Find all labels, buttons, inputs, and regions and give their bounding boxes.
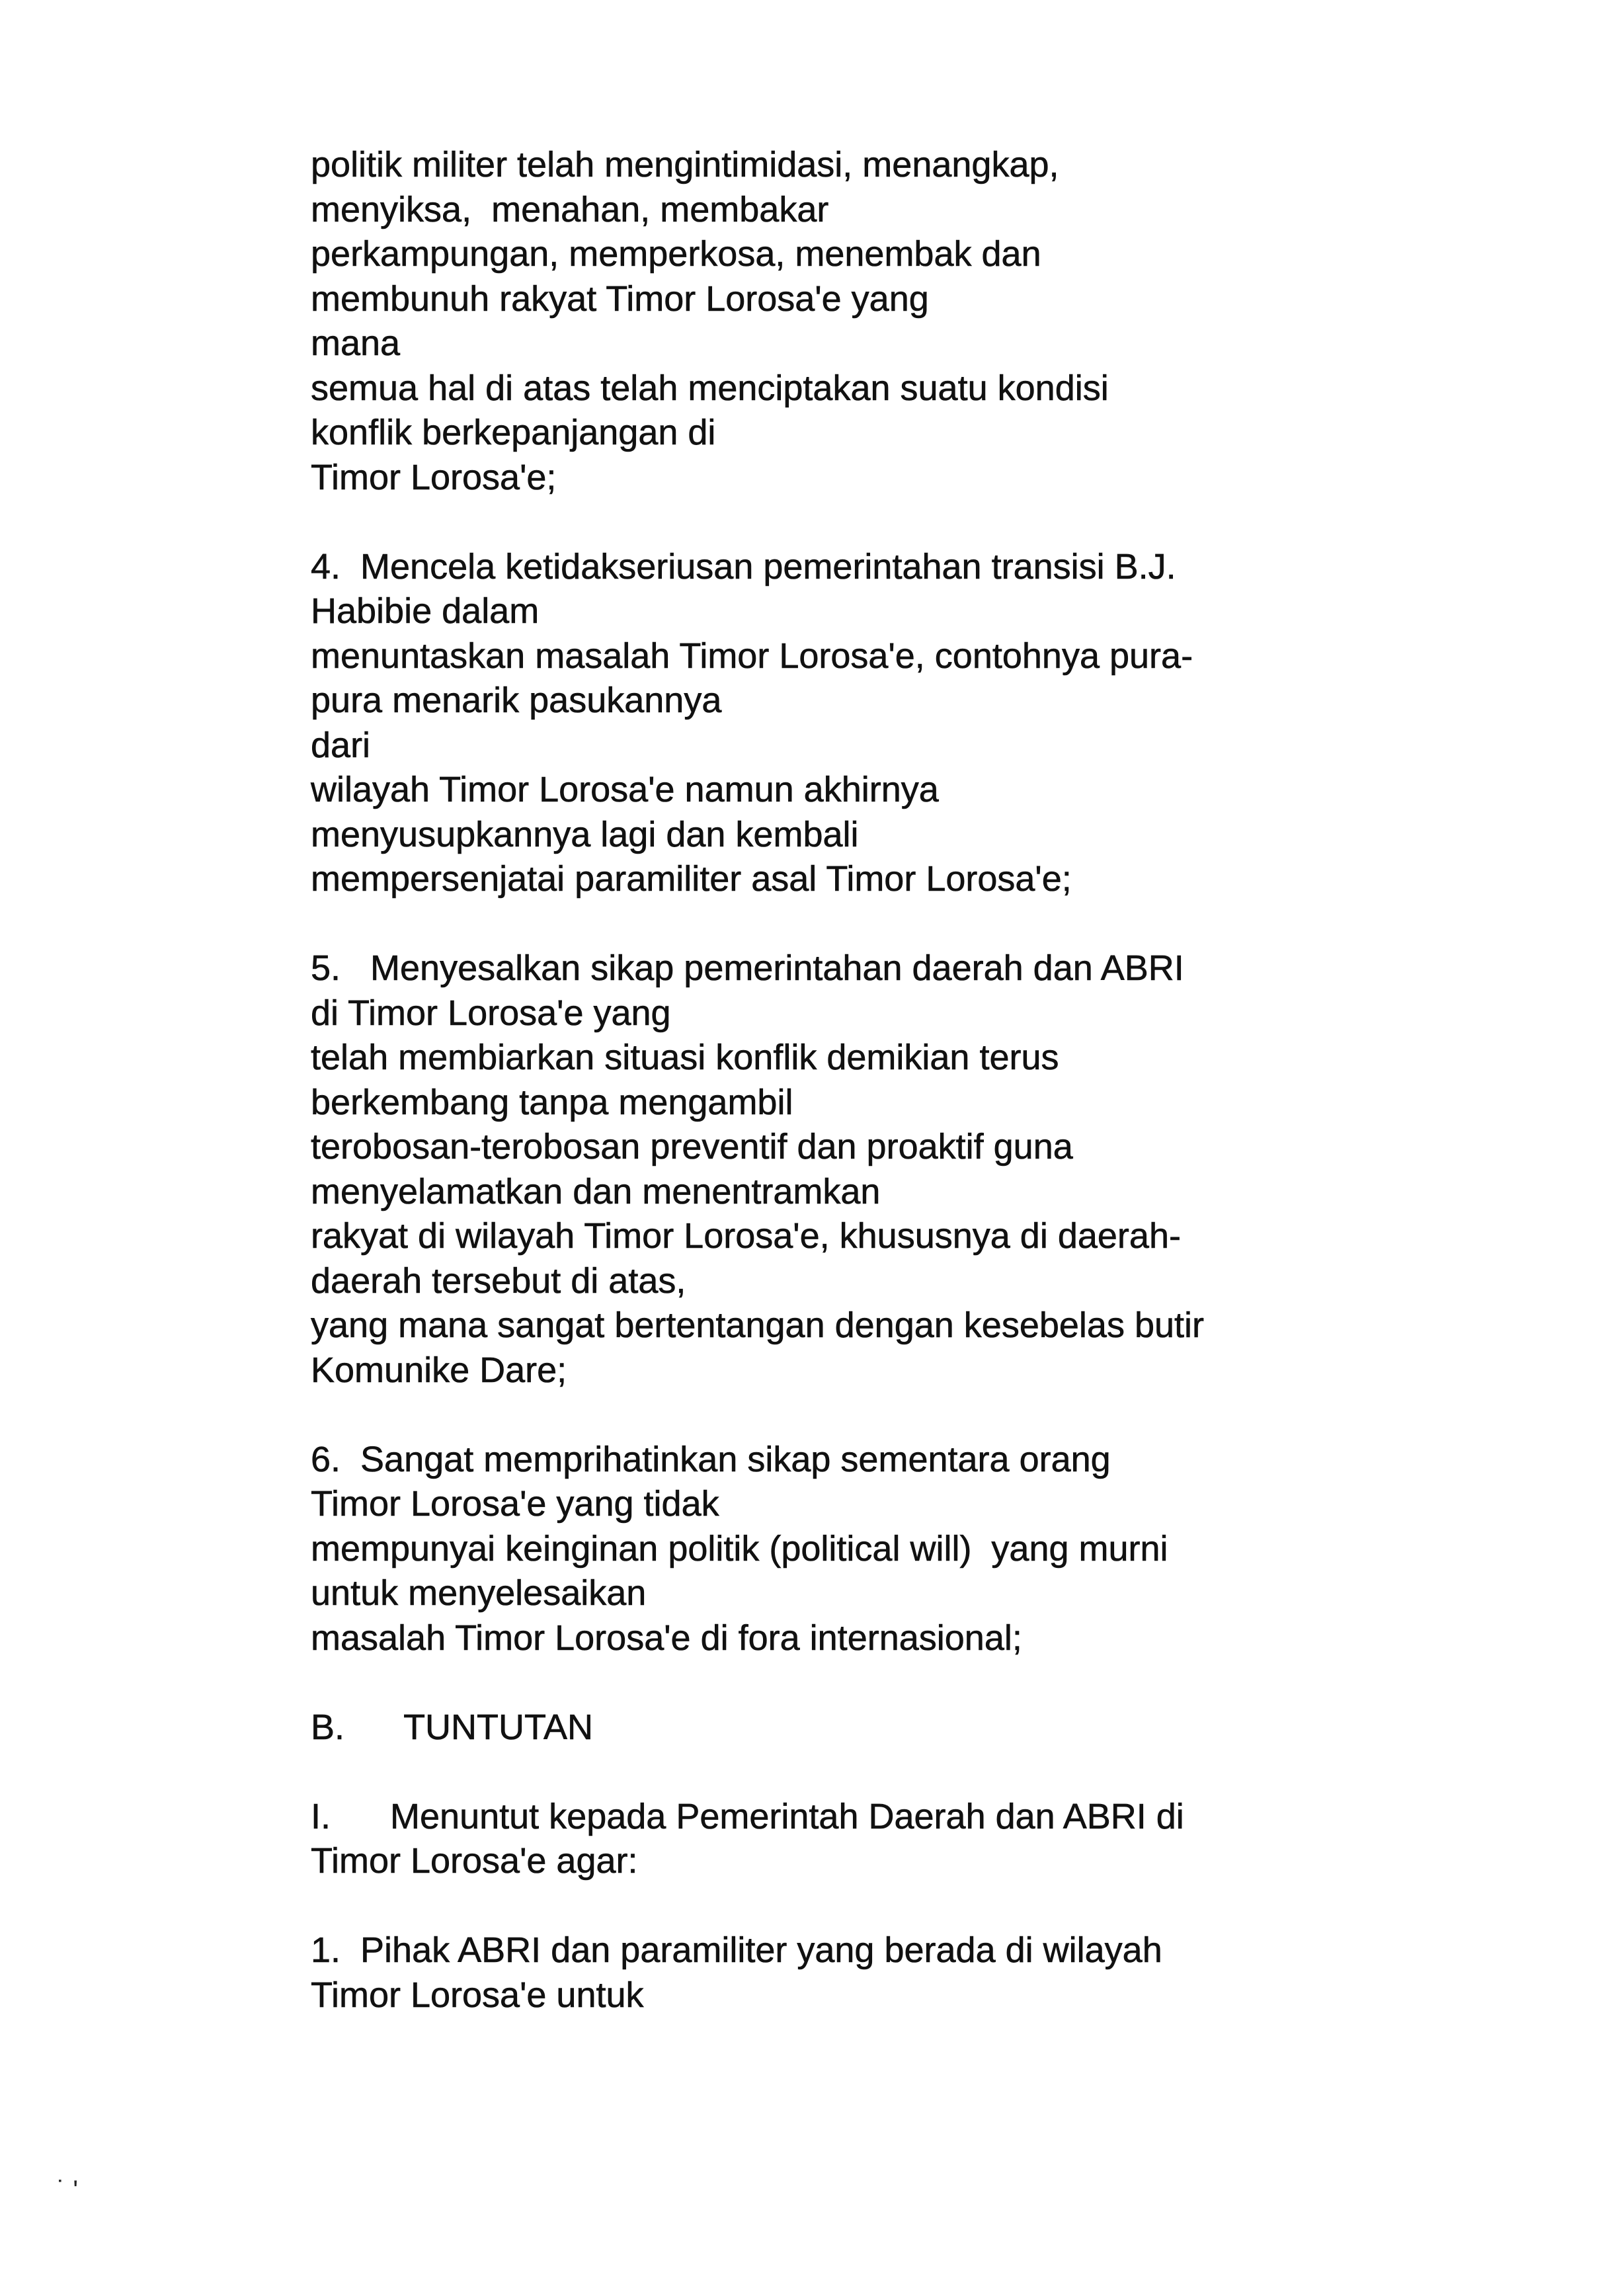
paragraph bbox=[311, 946, 1382, 1393]
paragraph bbox=[311, 1438, 1382, 1661]
text-line: mempersenjatai paramiliter asal Timor Lorosa'e; bbox=[311, 859, 1072, 899]
text-line: daerah tersebut di atas, bbox=[311, 1260, 686, 1301]
text-line: B. TUNTUTAN bbox=[311, 1707, 594, 1747]
paragraph bbox=[311, 1928, 1382, 2018]
text-line: di Timor Lorosa'e yang bbox=[311, 993, 671, 1033]
text-line: 5. Menyesalkan sikap pemerintahan daerah dan ABRI bbox=[311, 948, 1184, 988]
text-line: menuntaskan masalah Timor Lorosa'e, contohnya pura- bbox=[311, 636, 1193, 676]
text-line: mempunyai keinginan politik (political will) yang murni bbox=[311, 1528, 1168, 1569]
text-line: Timor Lorosa'e untuk bbox=[311, 1975, 644, 2015]
paragraph bbox=[311, 1705, 1382, 1750]
text-line: Timor Lorosa'e; bbox=[311, 457, 557, 497]
text-line: menyelamatkan dan menentramkan bbox=[311, 1171, 881, 1211]
text-line: Habibie dalam bbox=[311, 591, 540, 631]
text-line: politik militer telah mengintimidasi, menangkap, bbox=[311, 145, 1059, 184]
text-line: untuk menyelesaikan bbox=[311, 1573, 647, 1613]
text-line: 6. Sangat memprihatinkan sikap sementara orang bbox=[311, 1439, 1111, 1479]
paragraph bbox=[311, 1795, 1382, 1884]
text-line: Komunike Dare; bbox=[311, 1350, 567, 1390]
document-body bbox=[311, 143, 1382, 2018]
text-line: berkembang tanpa mengambil bbox=[311, 1082, 793, 1122]
text-line: yang mana sangat bertentangan dengan kesebelas butir bbox=[311, 1305, 1205, 1345]
text-line: membunuh rakyat Timor Lorosa'e yang bbox=[311, 278, 929, 319]
text-line: wilayah Timor Lorosa'e namun akhirnya bbox=[311, 770, 939, 809]
text-line: perkampungan, memperkosa, menembak dan bbox=[311, 234, 1041, 274]
text-line: semua hal di atas telah menciptakan suatu kondisi bbox=[311, 368, 1109, 408]
paragraph bbox=[311, 143, 1382, 500]
text-line: konflik berkepanjangan di bbox=[311, 413, 716, 452]
text-line: masalah Timor Lorosa'e di fora internasional; bbox=[311, 1618, 1022, 1658]
text-line: Timor Lorosa'e yang tidak bbox=[311, 1484, 719, 1524]
text-line: I. Menuntut kepada Pemerintah Daerah dan ABRI di bbox=[311, 1796, 1184, 1836]
text-line: mana bbox=[311, 323, 401, 363]
text-line: dari bbox=[311, 725, 371, 765]
text-line: rakyat di wilayah Timor Lorosa'e, khususnya di daerah- bbox=[311, 1216, 1181, 1256]
text-line: 4. Mencela ketidakseriusan pemerintahan transisi B.J. bbox=[311, 546, 1176, 587]
text-line: pura menarik pasukannya bbox=[311, 680, 722, 720]
text-line: terobosan-terobosan preventif dan proaktif guna bbox=[311, 1127, 1073, 1167]
paragraph bbox=[311, 545, 1382, 902]
text-line: menyiksa, menahan, membakar bbox=[311, 189, 829, 229]
text-line: menyusupkannya lagi dan kembali bbox=[311, 814, 859, 854]
text-line: telah membiarkan situasi konflik demikian terus bbox=[311, 1038, 1059, 1077]
text-line: Timor Lorosa'e agar: bbox=[311, 1841, 638, 1881]
scan-mark: ˙ ʹ bbox=[57, 2176, 79, 2205]
text-line: 1. Pihak ABRI dan paramiliter yang berada di wilayah bbox=[311, 1930, 1162, 1970]
